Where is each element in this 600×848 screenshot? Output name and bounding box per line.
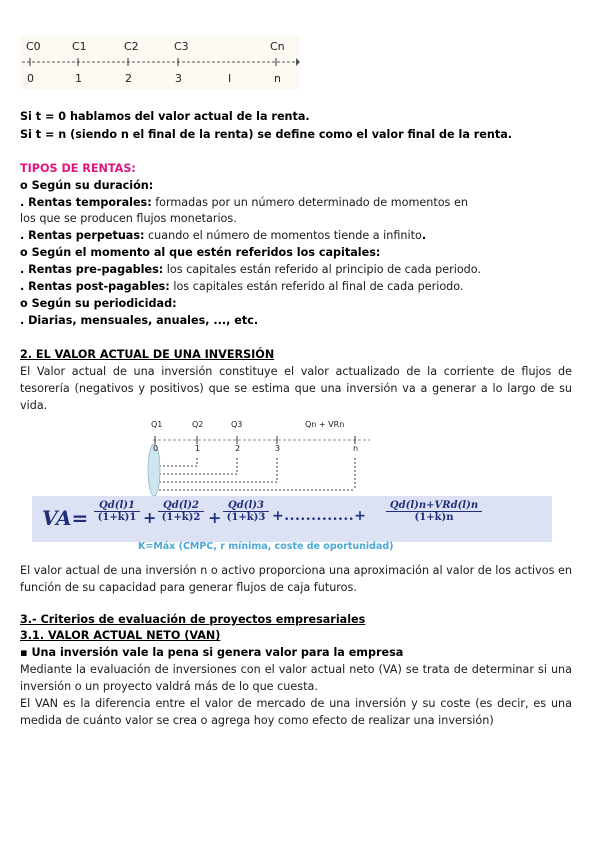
timeline-t-label: n xyxy=(274,72,281,85)
timeline-t-label: I xyxy=(228,72,232,85)
text-line: o Según el momento al que estén referidos los capitales: xyxy=(20,246,381,259)
term-dot: . xyxy=(421,229,427,242)
section-heading: 2. EL VALOR ACTUAL DE UNA INVERSIÓN xyxy=(20,348,275,361)
text-line: Si t = 0 hablamos del valor actual de la renta. xyxy=(20,110,310,123)
timeline-c-label: C0 xyxy=(26,40,41,53)
text-line: los que se producen flujos monetarios. xyxy=(20,212,237,225)
term-bold: . Rentas perpetuas: xyxy=(20,229,145,242)
timeline-figure-top xyxy=(20,36,300,90)
timeline-q-label: Q2 xyxy=(192,420,204,429)
timeline-c-label: C1 xyxy=(72,40,87,53)
plus-sign: + xyxy=(143,508,157,527)
timeline-mid-axis xyxy=(145,418,380,498)
term-denominator: (1+k)n xyxy=(414,512,454,523)
text-line: o Según su duración: xyxy=(20,179,154,192)
timeline-c-label: Cn xyxy=(270,40,285,53)
paragraph: Mediante la evaluación de inversiones con el valor actual neto (VA) se trata de determinar si una inversión o un proyecto valdrá más de lo que cuesta. xyxy=(20,663,572,693)
section-heading: 3.- Criterios de evaluación de proyectos empresariales xyxy=(20,613,366,626)
text-line xyxy=(20,262,481,278)
text-line: . Diarias, mensuales, anuales, ..., etc. xyxy=(20,314,259,327)
bullet-line: ▪ Una inversión vale la pena si genera valor para la empresa xyxy=(20,646,404,659)
timeline-c-label: C2 xyxy=(124,40,139,53)
timeline-q-label: Q3 xyxy=(231,420,243,429)
paragraph: El valor actual de una inversión n o activo proporciona una aproximación al valor de los activos en función de su capacidad para generar flujos de caja futuros. xyxy=(20,564,572,594)
term-text: cuando el número de momentos tiende a infinito xyxy=(144,229,422,242)
term-numerator: Qd(l)2 xyxy=(158,500,204,512)
text-line xyxy=(20,279,463,295)
timeline-t-label: 2 xyxy=(125,72,132,85)
term-denominator: (1+k)2 xyxy=(161,512,201,523)
timeline-t-label: 3 xyxy=(175,72,182,85)
term-numerator: Qd(l)3 xyxy=(223,500,269,512)
timeline-t-label: n xyxy=(353,444,359,453)
timeline-axis xyxy=(20,54,300,70)
timeline-figure-mid xyxy=(145,418,380,498)
term-bold: . Rentas post-pagables: xyxy=(20,280,170,293)
timeline-t-label: 1 xyxy=(75,72,82,85)
formula-dots: +.............+ xyxy=(272,508,367,524)
term-bold: . Rentas pre-pagables: xyxy=(20,263,164,276)
section-heading: 3.1. VALOR ACTUAL NETO (VAN) xyxy=(20,629,221,642)
va-formula xyxy=(32,496,552,542)
timeline-t-label: 2 xyxy=(235,444,241,453)
formula-term xyxy=(386,500,482,523)
text-line xyxy=(20,228,426,244)
timeline-t-label: 0 xyxy=(153,444,159,453)
paragraph: El Valor actual de una inversión constituye el valor actualizado de la corriente de flujos de tesorería (negativos y positivos) que se estima que una inversión va a generar a lo largo de su vida. xyxy=(20,365,572,412)
text-line: Si t = n (siendo n el final de la renta) se define como el valor final de la renta. xyxy=(20,128,513,141)
term-numerator: Qd(l)1 xyxy=(94,500,140,512)
term-text: los capitales están referido al final de cada periodo. xyxy=(169,280,464,293)
formula-lhs: VA= xyxy=(42,506,89,530)
term-denominator: (1+k)3 xyxy=(226,512,266,523)
term-denominator: (1+k)1 xyxy=(97,512,137,523)
formula-term xyxy=(158,500,204,523)
term-text: los capitales están referido al principio de cada periodo. xyxy=(163,263,481,276)
timeline-q-label: Qn + VRn xyxy=(305,420,345,429)
term-numerator: Qd(l)n+VRd(l)n xyxy=(386,500,482,512)
timeline-t-label: 0 xyxy=(27,72,34,85)
timeline-t-label: 1 xyxy=(195,444,201,453)
plus-sign: + xyxy=(208,508,222,527)
term-bold: . Rentas temporales: xyxy=(20,196,152,209)
formula-term xyxy=(223,500,269,523)
formula-term xyxy=(94,500,140,523)
term-text: formadas por un número determinado de momentos en xyxy=(151,196,468,209)
timeline-q-label: Q1 xyxy=(151,420,163,429)
text-line: o Según su periodicidad: xyxy=(20,297,177,310)
timeline-t-label: 3 xyxy=(275,444,281,453)
paragraph: El VAN es la diferencia entre el valor de mercado de una inversión y su coste (es decir, es una medida de cuánto valor se crea o agrega hoy como efecto de realizar una inversión) xyxy=(20,697,572,727)
formula-note: K=Máx (CMPC, r mínima, coste de oportunidad) xyxy=(138,541,394,552)
section-title: TIPOS DE RENTAS: xyxy=(20,162,136,175)
timeline-c-label: C3 xyxy=(174,40,189,53)
text-line xyxy=(20,195,468,211)
